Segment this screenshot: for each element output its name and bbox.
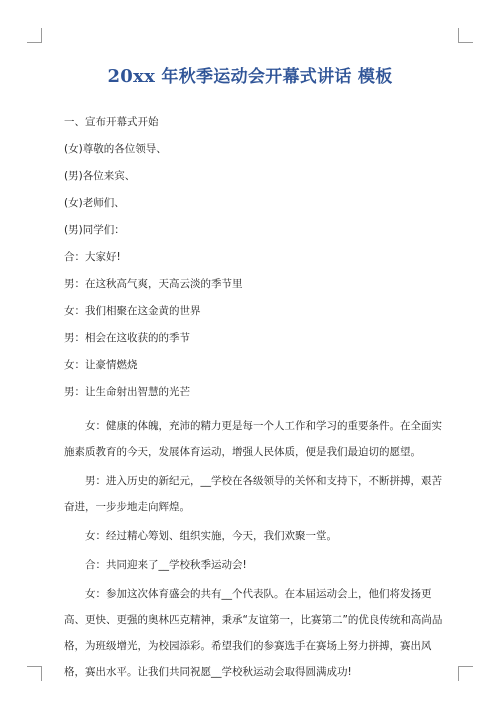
speech-paragraph: 女：经过精心筹划、组织实施，今天，我们欢聚一堂。 xyxy=(85,530,337,542)
crop-mark-top-left xyxy=(27,28,42,43)
title-year: 20xx xyxy=(107,66,156,87)
document-title xyxy=(40,62,460,87)
speech-line: 女：我们相聚在这金黄的世界 xyxy=(64,305,201,317)
speech-paragraph: 男：进入历史的新纪元，__学校在各级领导的关怀和支持下，不断拼搏，艰苦奋进，一步步地走向辉煌。 xyxy=(64,475,442,513)
section-heading: 一、宣布开幕式开始 xyxy=(64,116,159,128)
speech-line: 合：大家好! xyxy=(64,251,121,263)
speech-paragraph: 女：健康的体魄，充沛的精力更是每一个人工作和学习的重要条件。在全面实施素质教育的今天，发展体育运动，增强人民体质，便是我们最迫切的愿望。 xyxy=(64,420,442,458)
speech-line: (女)尊敬的各位领导、 xyxy=(64,143,167,155)
speech-line: 男：在这秋高气爽，天高云淡的季节里 xyxy=(64,278,243,290)
speech-line: (女)老师们、 xyxy=(64,197,125,209)
speech-line: 男：让生命射出智慧的光芒 xyxy=(64,386,190,398)
document-body xyxy=(64,116,448,685)
title-text: 年秋季运动会开幕式讲话 模板 xyxy=(155,67,393,87)
speech-paragraph: 合：共同迎来了__学校秋季运动会! xyxy=(85,559,247,571)
crop-mark-top-right xyxy=(458,28,473,43)
speech-paragraph: 女：参加这次体育盛会的共有__个代表队。在本届运动会上，他们将发扬更高、更快、更强的奥林匹克精神，秉承“友谊第一，比赛第二”的优良传统和高尚品格，为班级增光，为校园添彩。希望我们的参赛选手在赛场上努力拼搏，赛出风格，赛出水平。让我们共同祝愿__学校秋运动会取得圆满成功! xyxy=(64,588,443,678)
crop-mark-bottom-right xyxy=(458,666,473,681)
speech-line: 男：相会在这收获的的季节 xyxy=(64,332,190,344)
speech-line: (男)各位来宾、 xyxy=(64,170,136,182)
speech-line: 女：让豪情燃烧 xyxy=(64,359,138,371)
crop-mark-bottom-left xyxy=(27,666,42,681)
speech-line: (男)同学们： xyxy=(64,224,125,236)
